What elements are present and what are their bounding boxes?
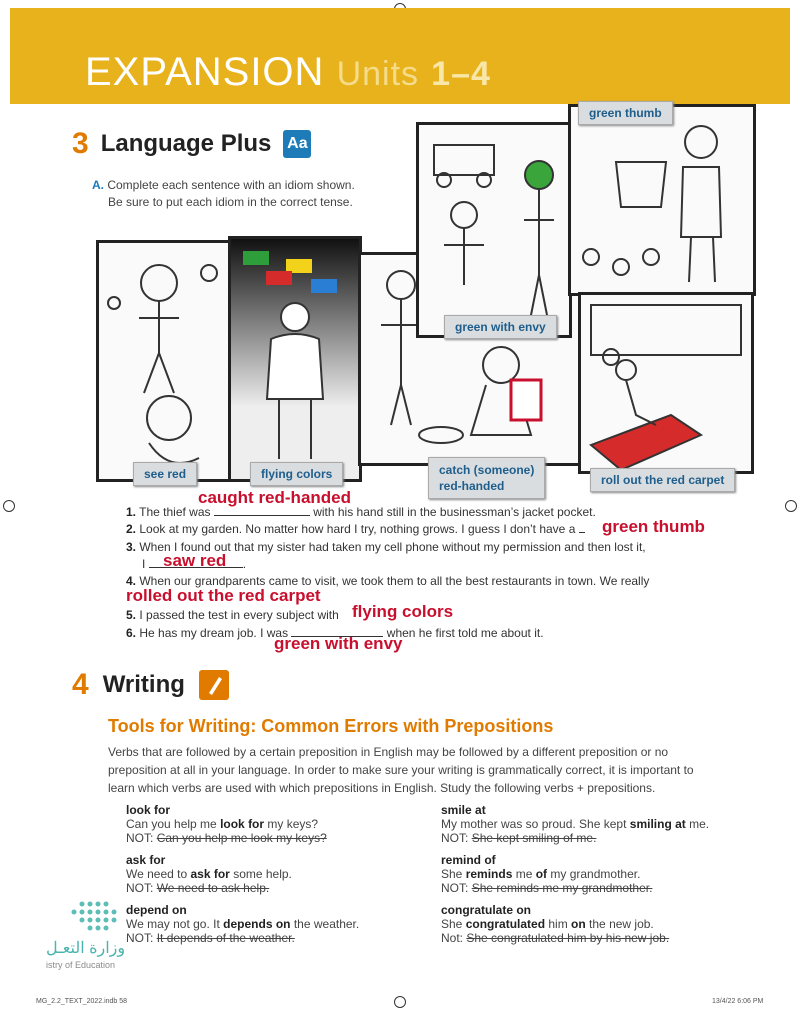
title-units: Units (336, 55, 420, 93)
item-number: 1. (126, 505, 137, 519)
verb-entry (441, 803, 771, 845)
caption-red-carpet: roll out the red carpet (590, 468, 735, 492)
verb-entry (441, 903, 771, 945)
instruction-line2: Be sure to put each idiom in the correct tense. (108, 195, 353, 209)
item-number: 4. (126, 574, 137, 588)
instruction-letter: A. (92, 178, 104, 192)
verb-heading: remind of (441, 853, 496, 867)
section3-number: 3 (72, 127, 89, 160)
registration-mark-bottom (394, 996, 406, 1008)
item-text: Look at my garden. No matter how hard I try, nothing grows. I guess I don’t have a (139, 522, 576, 536)
verb-entry (126, 803, 426, 845)
exercise-item-1 (126, 505, 596, 519)
item-number: 5. (126, 608, 137, 622)
caption-flying-colors: flying colors (250, 462, 343, 486)
verb-example: We may not go. It depends on the weather. (126, 917, 360, 931)
verb-heading: congratulate on (441, 903, 532, 917)
answer-1: caught red-handed (198, 488, 352, 507)
title-range: 1–4 (431, 55, 491, 93)
item-text: when he first told me about it. (386, 626, 544, 640)
item-text: When I found out that my sister had taken my cell phone without my permission and then lost it, (139, 540, 646, 554)
verb-example: We need to ask for some help. (126, 867, 292, 881)
verb-entry (126, 903, 426, 945)
item-number: 6. (126, 626, 137, 640)
ministry-arabic: وزارة التعـل (46, 940, 126, 957)
page-title (85, 50, 491, 95)
registration-mark-right (785, 500, 797, 512)
item-text: The thief was (139, 505, 211, 519)
section4-number: 4 (72, 668, 89, 701)
language-aa-icon: Aa (283, 130, 311, 158)
verb-incorrect: NOT: It depends of the weather. (126, 931, 295, 945)
item-text: . (242, 557, 247, 571)
tools-title: Tools for Writing: Common Errors with Prepositions (108, 716, 554, 736)
item-text: I (142, 557, 146, 571)
illustration-flying-colors (228, 236, 362, 482)
verb-entry (441, 853, 771, 895)
verb-heading: ask for (126, 853, 166, 867)
caption-green-thumb: green thumb (578, 101, 673, 125)
verb-incorrect: NOT: She kept smiling of me. (441, 831, 597, 845)
illustration-see-red (96, 240, 232, 482)
verb-example: Can you help me look for my keys? (126, 817, 319, 831)
item-text: with his hand still in the businessman’s jacket pocket. (313, 505, 596, 519)
exercise-item-5 (126, 608, 339, 622)
footer-file-info: MG_2.2_TEXT_2022.indb 58 (36, 998, 128, 1005)
section4-title: Writing (102, 671, 185, 698)
section3-title: Language Plus (100, 130, 272, 157)
caption-see-red: see red (133, 462, 197, 486)
illustration-green-thumb (568, 104, 756, 296)
instruction-line1: Complete each sentence with an idiom shown. (107, 178, 355, 192)
section4-header (72, 668, 229, 702)
item-number: 3. (126, 540, 137, 554)
verbs-right-column (441, 803, 771, 945)
answer-blank[interactable] (579, 522, 585, 533)
item-text: He has my dream job. I was (139, 626, 289, 640)
verb-heading: look for (126, 803, 170, 817)
section3-instructions (92, 177, 355, 211)
caption-catch-red-handed (428, 457, 545, 499)
answer-6: green with envy (274, 634, 403, 653)
ministry-logo (60, 900, 130, 939)
verbs-left-column (126, 803, 426, 945)
verb-example: She congratulated him on the new job. (441, 917, 654, 931)
answer-4: rolled out the red carpet (126, 586, 321, 605)
exercise-item-2 (126, 522, 585, 536)
tools-paragraph: Verbs that are followed by a certain preposition in English may be followed by a different preposition or no preposition at all in your language. In order to make sure your writing is grammatically correct, it is important to learn which verbs are used with which prepositions in English. Study the following verbs + prepositions. (108, 745, 694, 795)
footer-timestamp: 13/4/22 6:06 PM (712, 998, 764, 1005)
verb-incorrect: NOT: She reminds me my grandmother. (441, 881, 653, 895)
item-text: I passed the test in every subject with (139, 608, 339, 622)
illustration-green-with-envy (416, 122, 572, 338)
caption-catch-line2: red-handed (439, 479, 505, 493)
item-number: 2. (126, 522, 137, 536)
verb-incorrect: NOT: Can you help me look my keys? (126, 831, 327, 845)
verb-heading: smile at (441, 803, 486, 817)
illustration-red-carpet (578, 292, 754, 474)
answer-blank[interactable] (214, 505, 310, 516)
pencil-icon (199, 670, 229, 700)
verb-incorrect: NOT: We need to ask help. (126, 881, 270, 895)
caption-catch-line1: catch (someone) (439, 463, 535, 477)
verb-heading: depend on (126, 903, 187, 917)
item-text: When our grandparents came to visit, we took them to all the best restaurants in town. We really (139, 574, 650, 588)
verb-example: My mother was so proud. She kept smiling at me. (441, 817, 710, 831)
answer-2: green thumb (602, 517, 705, 536)
caption-green-with-envy: green with envy (444, 315, 557, 339)
section3-header (72, 127, 311, 161)
title-main: EXPANSION (85, 50, 325, 94)
verb-incorrect: Not: She congratulated him by his new job. (441, 931, 670, 945)
registration-mark-left (3, 500, 15, 512)
verb-entry (126, 853, 426, 895)
ministry-english: istry of Education (46, 960, 116, 970)
answer-5: flying colors (352, 602, 454, 621)
dots-logo-icon (60, 900, 130, 934)
answer-3: saw red (163, 551, 227, 570)
verb-example: She reminds me of my grandmother. (441, 867, 641, 881)
